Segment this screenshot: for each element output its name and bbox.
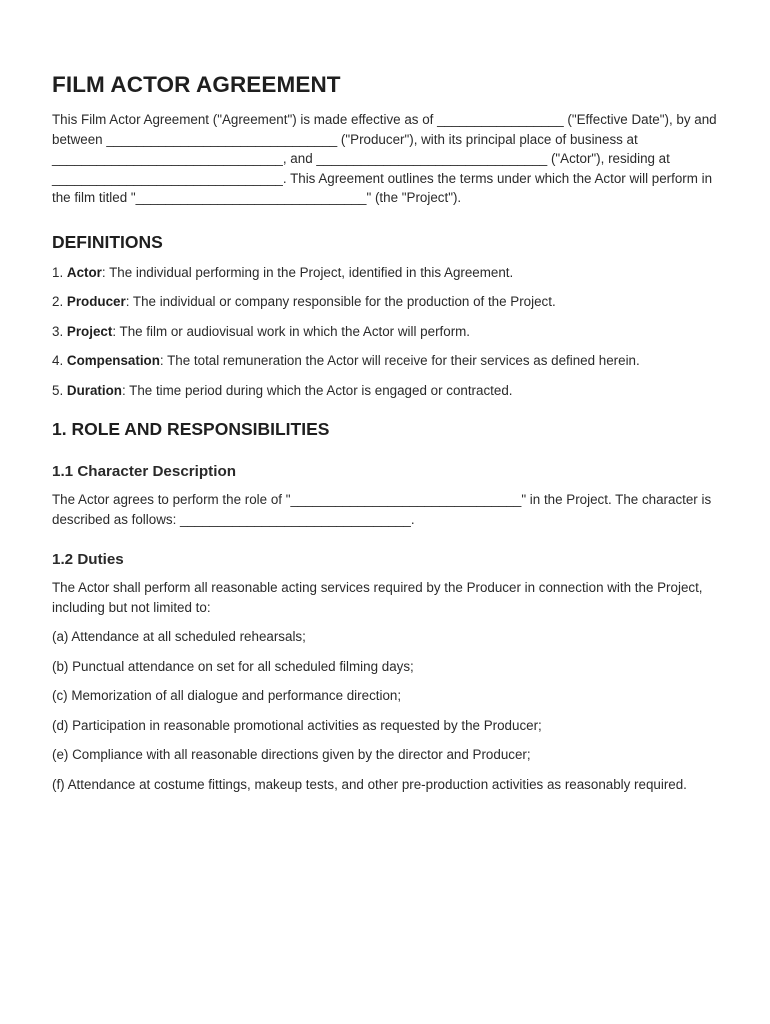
duties-intro-text: The Actor shall perform all reasonable acting services required by the Producer in connection with the Project, including but not limited to: [52,580,703,615]
definition-text: : The total remuneration the Actor will receive for their services as defined herein. [159,353,640,368]
definition-term: Duration [66,382,122,398]
duty-item: (b) Punctual attendance on set for all scheduled filming days; [52,658,414,674]
definition-term: Project [66,323,113,339]
section-1-heading: 1. ROLE AND RESPONSIBILITIES [52,419,330,439]
definitions-list [52,263,724,401]
definition-item [52,381,724,401]
definition-text: : The film or audiovisual work in which the Actor will perform. [112,323,471,339]
duties-list [52,627,724,794]
intro-paragraph: This Film Actor Agreement ("Agreement") is made effective as of _________________ ("Effective Date"), by and between _______________________________ ("Producer"), with its principal place of business at _______________________________, and _______________________________ ("Actor"), residing at _______________________________. This Agreement outlines the terms under which the Actor will perform in the film titled "_______________________________" (the "Project"). [52,112,717,205]
definition-text: : The time period during which the Actor is engaged or contracted. [121,382,513,398]
definition-number: 5. [52,382,64,398]
definition-text: : The individual or company responsible for the production of the Project. [125,294,556,309]
definition-item [52,322,724,342]
character-description-text: The Actor agrees to perform the role of "_______________________________" in the Project. The character is described as follows: _______________________________. [52,492,712,527]
duty-item: (e) Compliance with all reasonable directions given by the director and Producer; [52,747,531,762]
definition-term: Compensation [66,353,160,368]
document-title: FILM ACTOR AGREEMENT [52,72,341,97]
definition-term: Producer [66,294,126,309]
definitions-heading: DEFINITIONS [52,231,163,252]
definition-term: Actor [66,264,102,280]
definition-text: : The individual performing in the Project, identified in this Agreement. [101,264,514,280]
definition-item [52,351,724,371]
definition-item [52,263,724,283]
definition-number: 1. [52,264,64,280]
definition-item [52,292,724,312]
duty-item: (f) Attendance at costume fittings, makeup tests, and other pre-production activities as reasonably required. [52,776,687,792]
duty-item: (d) Participation in reasonable promotional activities as requested by the Producer; [52,717,542,733]
subsection-1-1-heading: 1.1 Character Description [52,463,237,480]
definition-number: 2. [52,294,64,309]
definition-number: 3. [52,323,64,339]
definition-number: 4. [52,353,64,368]
document-body [52,70,724,804]
duty-item: (a) Attendance at all scheduled rehearsals; [52,629,306,644]
duty-item: (c) Memorization of all dialogue and performance direction; [52,688,402,703]
subsection-1-2-heading: 1.2 Duties [52,551,124,568]
